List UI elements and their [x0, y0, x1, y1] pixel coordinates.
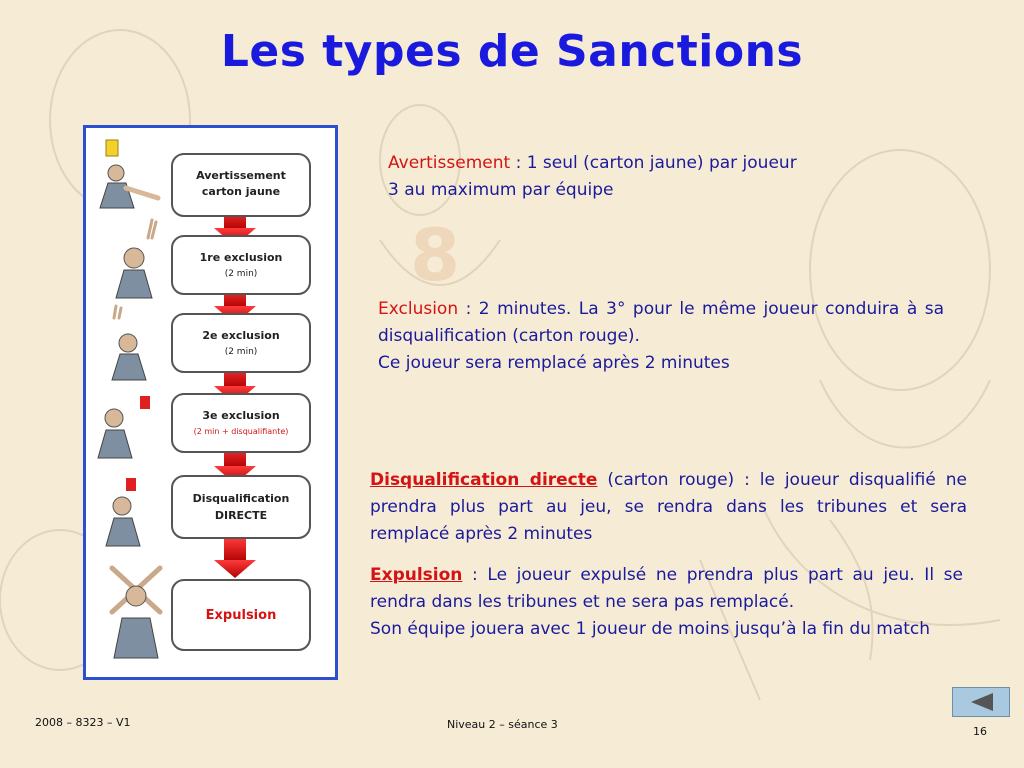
expulsion-section — [370, 562, 963, 643]
disqualification-term: Disqualification directe — [370, 470, 598, 490]
svg-text:(2 min + disqualifiante): (2 min + disqualifiante) — [193, 427, 289, 436]
svg-text:Expulsion: Expulsion — [205, 608, 277, 623]
footer-left: 2008 – 8323 – V1 — [35, 716, 131, 729]
disqualification-text: (carton rouge) : le joueur disqualifié ne prendra plus part au jeu, se rendra dans les tribunes et sera remplacé après 2 minutes — [370, 470, 967, 544]
referee-figure-5 — [106, 478, 140, 546]
svg-text:(2 min): (2 min) — [224, 347, 258, 357]
sanction-box-avertissement — [172, 154, 310, 216]
avertissement-line-2: 3 au maximum par équipe — [388, 180, 614, 200]
page-title: Les types de Sanctions — [220, 26, 804, 77]
sanctions-diagram — [83, 125, 338, 680]
exclusion-text: : 2 minutes. La 3° pour le même joueur conduira à sa disqualification (carton rouge). — [378, 299, 944, 346]
referee-figure-6 — [112, 568, 160, 658]
referee-figure-1 — [100, 140, 158, 208]
avertissement-text: : 1 seul (carton jaune) par joueur — [510, 153, 797, 173]
footer-center: Niveau 2 – séance 3 — [447, 718, 558, 731]
referee-figure-2 — [116, 220, 156, 298]
svg-text:Disqualification: Disqualification — [192, 492, 290, 505]
svg-text:Avertissement: Avertissement — [196, 169, 286, 182]
svg-text:3e exclusion: 3e exclusion — [202, 409, 280, 422]
exclusion-term: Exclusion — [378, 299, 459, 319]
svg-text:1re exclusion: 1re exclusion — [199, 251, 283, 264]
avertissement-line-1 — [388, 150, 928, 177]
exclusion-line-replace: Ce joueur sera remplacé après 2 minutes — [378, 353, 730, 373]
avertissement-term: Avertissement — [388, 153, 511, 173]
exclusion-section — [378, 296, 944, 377]
disqualification-section — [370, 467, 967, 548]
avertissement-section — [388, 150, 928, 204]
svg-text:carton jaune: carton jaune — [201, 185, 281, 198]
svg-text:DIRECTE: DIRECTE — [214, 509, 268, 522]
expulsion-term: Expulsion — [370, 565, 463, 585]
sanction-box-exclusion-1 — [172, 236, 310, 294]
sanction-box-disqualification — [172, 476, 310, 538]
sanction-box-exclusion-3 — [172, 394, 310, 452]
back-button[interactable] — [952, 687, 1010, 717]
sanction-arrow — [214, 538, 256, 578]
svg-text:8: 8 — [410, 213, 461, 297]
sanction-box-exclusion-2 — [172, 314, 310, 372]
svg-text:(2 min): (2 min) — [224, 269, 258, 279]
expulsion-text: : Le joueur expulsé ne prendra plus part au jeu. Il se rendra dans les tribunes et ne sera pas remplacé. — [370, 565, 963, 612]
page-number: 16 — [973, 725, 987, 738]
referee-figure-4 — [98, 396, 150, 458]
svg-text:2e exclusion: 2e exclusion — [202, 329, 280, 342]
referee-figure-3 — [112, 306, 146, 380]
sanction-box-expulsion — [172, 580, 310, 650]
expulsion-line-team: Son équipe jouera avec 1 joueur de moins jusqu’à la fin du match — [370, 619, 931, 639]
triangle-left-icon — [953, 688, 1009, 716]
